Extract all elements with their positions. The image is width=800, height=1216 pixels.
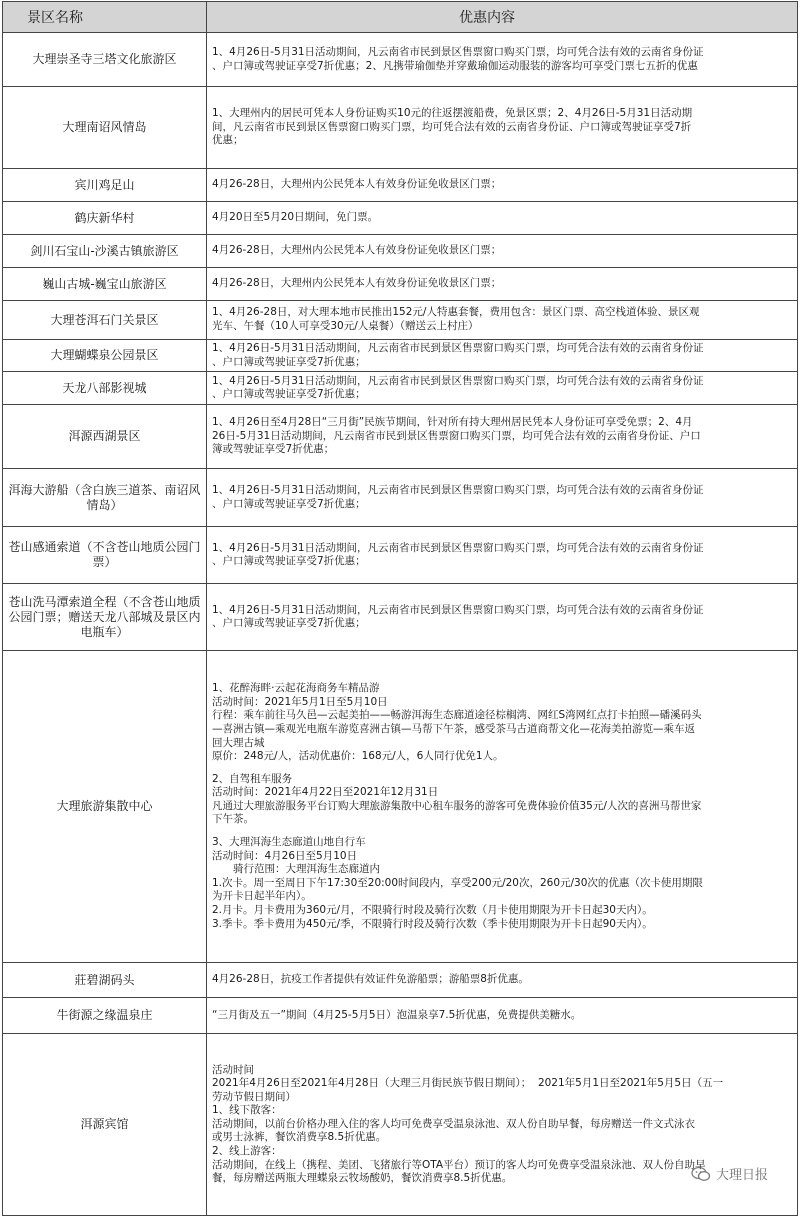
scenic-name: 大理南诏风情岛 bbox=[3, 87, 207, 169]
discount-line: 1、大理州内的居民可凭本人身份证购买10元的往返摆渡船费，免景区票；2、4月26日-5月31日活动期 bbox=[212, 107, 693, 120]
discount-line: 活动期间，在线上（携程、美团、飞猪旅行等OTA平台）预订的客人均可免费享受温泉泳池、双人份自助早 bbox=[212, 1158, 706, 1171]
discount-line: 2021年4月26日至2021年4月28日（大理三月街民族节假日期间）； 2021年5月1日至2021年5月5日（五一 bbox=[212, 1077, 724, 1090]
table-row bbox=[3, 651, 798, 963]
table-row bbox=[3, 469, 798, 527]
discount-line: 或男士泳裤，餐饮消费享8.5折优惠。 bbox=[212, 1131, 387, 1144]
discount-line: 1、4月26日-5月31日活动期间，凡云南省市民到景区售票窗口购买门票，均可凭合法有效的云南省身份证 bbox=[212, 342, 704, 354]
discount-content bbox=[207, 33, 798, 87]
discount-line: —喜洲古镇—乘观光电瓶车游览喜洲古镇—马帮下午茶，感受茶马古道商帮文化—花海美拍游览—乘车返 bbox=[212, 722, 695, 735]
discount-line: 活动时间：4月26日至5月10日 bbox=[212, 849, 358, 862]
watermark bbox=[691, 1164, 768, 1183]
discount-line: 2、线上游客： bbox=[212, 1145, 282, 1158]
discount-content bbox=[207, 235, 798, 268]
table-row bbox=[3, 340, 798, 372]
discount-line: 活动期间，以前台价格办理入住的客人均可免费享受温泉泳池、双人份自助早餐，每房赠送一件文式泳衣 bbox=[212, 1117, 695, 1130]
discount-line: 下午茶。 bbox=[212, 813, 254, 826]
table-row bbox=[3, 87, 798, 169]
discount-line bbox=[212, 827, 792, 836]
table-row bbox=[3, 1034, 798, 1216]
discount-line: 簿或驾驶证享受7折优惠； bbox=[212, 443, 335, 456]
table-row bbox=[3, 235, 798, 268]
watermark-text: 大理日报 bbox=[715, 1168, 768, 1183]
table-row bbox=[3, 584, 798, 651]
discount-content bbox=[207, 87, 798, 169]
table-row bbox=[3, 169, 798, 202]
table-header bbox=[3, 2, 798, 33]
scenic-name: 大理蝴蝶泉公园景区 bbox=[3, 340, 207, 372]
discount-line: 1、线下散客： bbox=[212, 1104, 282, 1117]
discount-line: 骑行范围：大理洱海生态廊道内 bbox=[212, 863, 380, 876]
table-row bbox=[3, 202, 798, 235]
discount-line: 、户口簿或驾驶证享受7折优惠； bbox=[212, 555, 366, 568]
scenic-name: 洱源西湖景区 bbox=[3, 405, 207, 469]
discount-line: 活动时间：2021年4月22日至2021年12月31日 bbox=[212, 786, 439, 799]
discount-line: “三月街及五一”期间（4月25-5月5日）泡温泉享7.5折优惠，免费提供美糖水。 bbox=[212, 1008, 582, 1021]
discount-line: 1、4月26日-5月31日活动期间，凡云南省市民到景区售票窗口购买门票，均可凭合法有效的云南省身份证 bbox=[212, 45, 704, 58]
discount-table bbox=[2, 1, 798, 1216]
discount-line: 26日-5月31日活动期间，凡云南省市民到景区售票窗口购买门票，均可凭合法有效的云南省身份证、户口 bbox=[212, 429, 701, 442]
table-row bbox=[3, 527, 798, 584]
scenic-name: 大理苍洱石门关景区 bbox=[3, 301, 207, 340]
discount-line: 为开卡日起半年内）。 bbox=[212, 890, 312, 903]
scenic-name: 巍山古城-巍宝山旅游区 bbox=[3, 268, 207, 301]
discount-line: 1、4月26日至4月28日“三月街”民族节期间，针对所有持大理州居民凭本人身份证可享受免票；2、4月 bbox=[212, 416, 693, 429]
discount-line: 4月26-28日，抗疫工作者提供有效证件免游船票；游船票8折优惠。 bbox=[212, 973, 529, 986]
discount-line: 、户口簿或驾驶证享受7折优惠； bbox=[212, 617, 366, 630]
scenic-name: 宾川鸡足山 bbox=[3, 169, 207, 202]
header-discount-content: 优惠内容 bbox=[207, 2, 798, 33]
discount-line: 劳动节假日期间） bbox=[212, 1090, 296, 1103]
discount-line: 活动时间 bbox=[212, 1063, 254, 1076]
discount-line: 3、大理洱海生态廊道山地自行车 bbox=[212, 836, 366, 849]
scenic-name: 洱海大游船（含白族三道茶、南诏风情岛） bbox=[3, 469, 207, 527]
discount-line: 1、4月26日-5月31日活动期间，凡云南省市民到景区售票窗口购买门票，均可凭合法有效的云南省身份证 bbox=[212, 541, 704, 554]
scenic-name: 牛街源之缘温泉庄 bbox=[3, 998, 207, 1034]
discount-content bbox=[207, 998, 798, 1034]
discount-content bbox=[207, 405, 798, 469]
discount-line bbox=[212, 764, 792, 773]
discount-line: 1.次卡。周一至周日下午17:30至20:00时间段内，享受200元/20次，260元/30次的优惠（次卡使用期限 bbox=[212, 876, 703, 889]
discount-line: 行程：乘车前往马久邑—云起美拍——畅游洱海生态廊道途径棕榈湾、网红S湾网红点打卡拍照—磻溪码头 bbox=[212, 709, 702, 722]
discount-content bbox=[207, 340, 798, 372]
discount-content bbox=[207, 651, 798, 963]
wechat-icon bbox=[691, 1166, 711, 1182]
discount-line: 原价：248元/人，活动优惠价：168元/人，6人同行优免1人。 bbox=[212, 750, 504, 763]
discount-line: 3.季卡。季卡费用为450元/季，不限骑行时段及骑行次数（季卡使用期限为开卡日起90天内）。 bbox=[212, 917, 653, 930]
discount-line: 活动时间：2021年5月1日至5月10日 bbox=[212, 695, 388, 708]
discount-line: 、户口簿或驾驶证享受7折优惠；2、凡携带瑜伽垫并穿戴瑜伽运动服装的游客均可享受门票七五折的优惠 bbox=[212, 59, 698, 72]
discount-line: 4月26-28日，大理州内公民凭本人有效身份证免收景区门票； bbox=[212, 277, 502, 290]
discount-line: 1、4月26日-5月31日活动期间，凡云南省市民到景区售票窗口购买门票，均可凭合法有效的云南省身份证 bbox=[212, 603, 704, 616]
scenic-name: 苍山洗马潭索道全程（不含苍山地质公园门票；赠送天龙八部城及景区内电瓶车） bbox=[3, 584, 207, 651]
scenic-name: 洱源宾馆 bbox=[3, 1034, 207, 1216]
discount-line: 1、花醉海畔·云起花海商务车精品游 bbox=[212, 682, 380, 695]
table-row bbox=[3, 301, 798, 340]
scenic-name: 大理旅游集散中心 bbox=[3, 651, 207, 963]
discount-line: 1、4月26日-5月31日活动期间，凡云南省市民到景区售票窗口购买门票，均可凭合法有效的云南省身份证 bbox=[212, 484, 704, 497]
table-row bbox=[3, 963, 798, 998]
discount-line: 、户口簿或驾驶证享受7折优惠； bbox=[212, 355, 366, 368]
discount-content bbox=[207, 584, 798, 651]
table-row bbox=[3, 998, 798, 1034]
discount-line: 4月20日至5月20日期间，免门票。 bbox=[212, 211, 379, 224]
table-row bbox=[3, 33, 798, 87]
scenic-name: 大理崇圣寺三塔文化旅游区 bbox=[3, 33, 207, 87]
discount-content bbox=[207, 527, 798, 584]
discount-line: 餐，每房赠送两瓶大理蝶泉云牧场酸奶，餐饮消费享8.5折优惠。 bbox=[212, 1172, 513, 1185]
scenic-name: 鹤庆新华村 bbox=[3, 202, 207, 235]
discount-content bbox=[207, 202, 798, 235]
discount-line: 4月26-28日，大理州内公民凭本人有效身份证免收景区门票； bbox=[212, 178, 502, 191]
discount-line: 1、4月26-28日，对大理本地市民推出152元/人特惠套餐，费用包含：景区门票、高空栈道体验、景区观 bbox=[212, 306, 700, 319]
discount-content bbox=[207, 963, 798, 998]
discount-content bbox=[207, 372, 798, 405]
table-row bbox=[3, 405, 798, 469]
scenic-name: 莊碧湖码头 bbox=[3, 963, 207, 998]
header-scenic-name: 景区名称 bbox=[3, 2, 207, 33]
discount-line: 、户口簿或驾驶证享受7折优惠； bbox=[212, 388, 366, 401]
discount-line: 间，凡云南省市民到景区售票窗口购买门票，均可凭合法有效的云南省身份证、户口簿或驾驶证享受7折 bbox=[212, 120, 692, 133]
discount-content bbox=[207, 469, 798, 527]
scenic-name: 天龙八部影视城 bbox=[3, 372, 207, 405]
table-row bbox=[3, 268, 798, 301]
discount-content bbox=[207, 169, 798, 202]
discount-line: 回大理古城 bbox=[212, 736, 265, 749]
discount-content bbox=[207, 268, 798, 301]
discount-line: 、户口簿或驾驶证享受7折优惠； bbox=[212, 497, 366, 510]
discount-content bbox=[207, 1034, 798, 1216]
discount-content bbox=[207, 301, 798, 340]
discount-line: 优惠； bbox=[212, 134, 244, 147]
discount-line: 光车、午餐（10人可享受30元/人桌餐）（赠送云上村庄） bbox=[212, 320, 479, 332]
discount-line: 2、自驾租车服务 bbox=[212, 772, 293, 785]
discount-line: 2.月卡。月卡费用为360元/月，不限骑行时段及骑行次数（月卡使用期限为开卡日起30天内）。 bbox=[212, 904, 653, 917]
discount-line: 凡通过大理旅游服务平台订购大理旅游集散中心租车服务的游客可免费体验价值35元/人次的喜洲马帮世家 bbox=[212, 799, 702, 812]
discount-line: 1、4月26日-5月31日活动期间，凡云南省市民到景区售票窗口购买门票，均可凭合法有效的云南省身份证 bbox=[212, 374, 704, 387]
table-row bbox=[3, 372, 798, 405]
scenic-name: 苍山感通索道（不含苍山地质公园门票） bbox=[3, 527, 207, 584]
scenic-name: 剑川石宝山-沙溪古镇旅游区 bbox=[3, 235, 207, 268]
discount-line: 4月26-28日，大理州内公民凭本人有效身份证免收景区门票； bbox=[212, 244, 502, 257]
